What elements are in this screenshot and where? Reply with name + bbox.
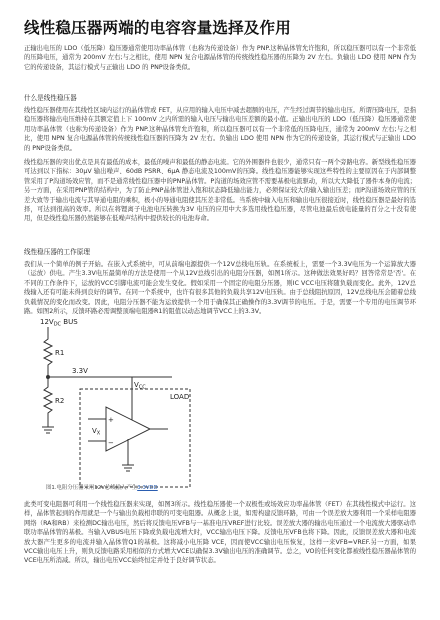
section-heading-principle: 线性稳压器的工作原理 (24, 248, 90, 256)
section1-paragraph-2: 线性稳压器的突出优点是具有最低的成本，最低的噪声和最低的静态电流。它的外围器件也很少，通常只有一两个旁路电容。新型线性稳压器可达到以下指标：30μV 输出噪声、60dB PSRR、6μA 静态电流及100mV的压降。线性稳压器能够实现这些特性的主要原因在于内部调整管采用了P沟道场效应管，而不是通常线性稳压器中的PNP晶体管。P沟道的场效应管不需要基极电流驱动，所以大大降低了器件本身的电流；另一方面，在采用PNP管的结构中，为了防止PNP晶体管进入饱和状态降低输出能力，必须保证较大的输入输出压差；而P沟道场效应管的压差大致等于输出电流与其导通电阻的乘积，极小的导通电阻使其压差非常低。当系统中输入电压和输出电压很接近时，线性稳压器是最好的选择，可达到很高的效率。所以在将锂离子电池电压转换为3V 电压的应用中大多选用线性稳压器，尽管电池最后放电能量的百分之十没有使用，但是线性稳压器仍然能够在低噪声结构中提供较长的电池寿命。 (24, 159, 416, 223)
label-r2: R2 (55, 397, 65, 405)
section1-paragraph-1: 线性稳压器使用在其线性区域内运行的晶体管或 FET，从应用的输入电压中减去超额的电压，产生经过调节的输出电压。所谓压降电压，是指稳压器将输出电压维持在其额定值上下 100mV 之内所需的输入电压与输出电压差额的最小值。正输出电压的 LDO（低压降）稳压器通常使用功率晶体管（也称为传递设备）作为 PNP.这种晶体管允许饱和，所以稳压器可以有一个非常低的压降电压，通常为 200mV 左右;与之相比，使用 NPN 复合电源晶体管的传统线性稳压器的压降为 2V 左右。负输出 LDO 使用 NPN 作为它的传递设备，其运行模式与正输出 LDO 的 PNP设备类似。 (24, 107, 416, 152)
resistor-r1 (44, 335, 52, 371)
label-vcc: $V_{CC}$ (134, 381, 146, 391)
section-heading-what-is: 什么是线性稳压器 (24, 94, 77, 102)
caption-text: 图1.电阻分压器采用12V总线输入产生 (46, 485, 138, 491)
figure-1-circuit-diagram (22, 315, 222, 490)
load-box (80, 389, 190, 487)
page-title: 线性稳压器两端的电容容量选择及作用 (24, 19, 291, 37)
section2-paragraph-1: 我们从一个简单的例子开始。在嵌入式系统中，可从前端电源提供一个12V总线电压轨。在系统板上，需要一个3.3V电压为一个运算放大器（运放）供电。产生3.3V电压最简单的方法是使用一个从12V总线引出的电阻分压器，如图1所示。这种做法效果好吗？回答常常是'否'。在不同的工作条件下，运放的VCC引脚电流可能会发生变化。假如采用一个固定的电阻分压器，则IC VCC电压将随负载而变化。此外，12V总线输入还有可能未得到良好的调节。在同一个系统中，也许有很多其他的负载共享12V电压轨。由于总线阻抗原因，12V总线电压会随着总线负载情况的变化而改变。因此，电阻分压器不能为运放提供一个用于确保其正确操作的3.3V调节的电压。于是，需要一个专用的电压调节环路。如图2所示，反馈环路必需调整顶端电阻器R1的阻值以动态地调节VCC上的3.3V。 (24, 261, 416, 316)
label-vx: $V_X$ (92, 427, 101, 437)
caption-link[interactable]: 3.3VDD (137, 485, 158, 491)
label-r1: R1 (55, 349, 65, 357)
svg-text:+: + (108, 416, 114, 424)
svg-text:−: − (108, 439, 114, 447)
label-3-3v: 3.3V (72, 367, 88, 375)
label-bus: $12V_{DC}$ BUS (40, 318, 78, 328)
resistor-r2 (44, 383, 52, 419)
label-load: LOAD (170, 393, 190, 401)
figure-1-caption (46, 483, 158, 491)
section2-paragraph-2: 此类可变电阻器可利用一个线性稳压器来实现，如图3所示。线性稳压器使一个双极性或场效应功率晶体管（FET）在其线性模式中运行。这样，晶体管起到的作用就是一个与输出负载相串联的可变电阻器。从概念上说，如需构建反馈环路，可由一个误差放大器利用一个采样电阻器网络（RA和RB）来检测DC输出电压，然后将反馈电压VFB与一基准电压VREF进行比较。误差放大器的输出电压通过一个电流放大器驱动串联功率晶体管的基极。当输入VBUS电压下降或负载电流增大时，VCC输出电压下降。反馈电压VFB也将下降。因此，反馈误差放大器和电流放大器产生更多的电流并输入晶体管Q1的基极。这将减小电压降 VCE，因而使VCC输出电压恢复，这样一来VFB=VREF.另一方面，如果VCC输出电压上升，则负反馈电路采用相似的方式增大VCE以确保3.3V输出电压的准确调节。总之，VO的任何变化都被线性稳压器晶体管的VCE电压所消减。所以，输出电压VCC始终恒定并处于良好调节状态。 (24, 501, 416, 565)
intro-paragraph: 正输出电压的 LDO（低压降）稳压器通常使用功率晶体管（也称为传递设备）作为 PNP.这种晶体管允许饱和，所以稳压器可以有一个非常低的压降电压，通常为 200mV 左右;与之相比，使用 NPN 复合电源晶体管的传统线性稳压器的压降为 2V 左右。负输出 LDO 使用 NPN 作为它的传递设备，其运行模式与正输出 LDO 的 PNP设备类似。 (24, 45, 416, 71)
